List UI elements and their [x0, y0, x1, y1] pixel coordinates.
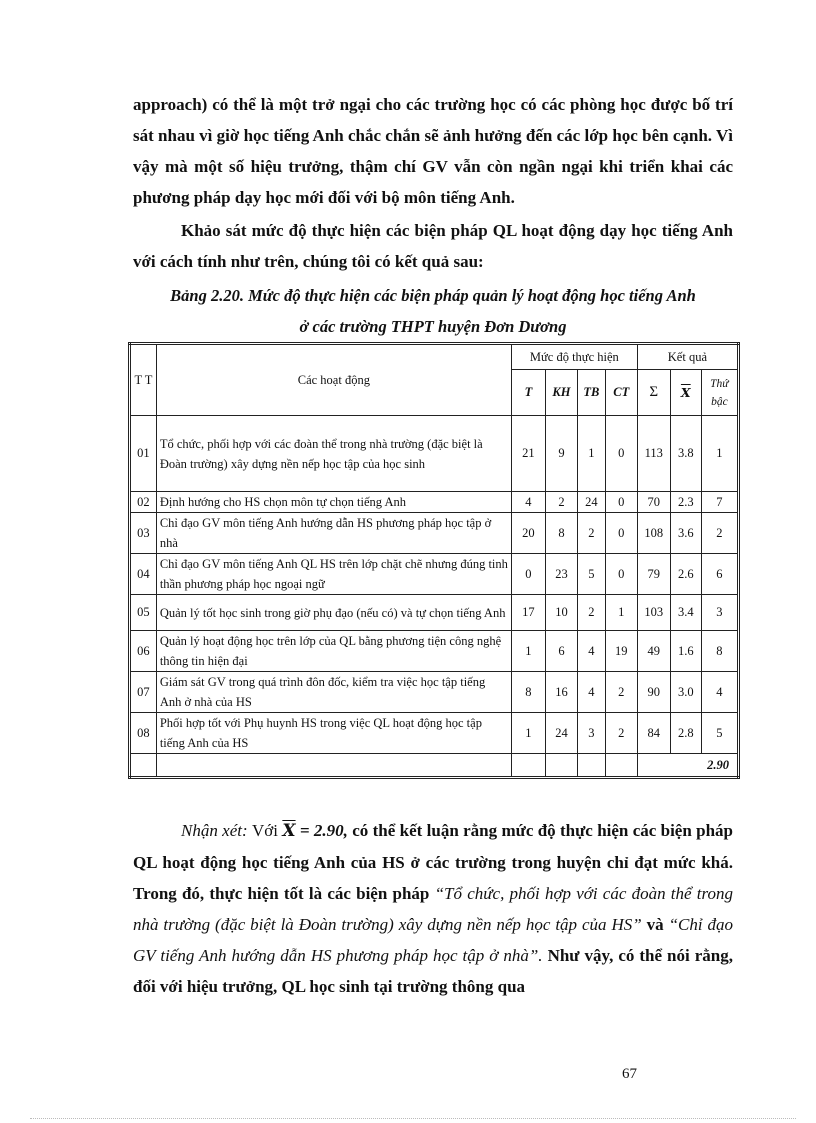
caption-line-1: Bảng 2.20. Mức độ thực hiện các biện pháp quản lý hoạt động học tiếng Anh [170, 286, 696, 305]
mean-symbol: $\overline{X}$ [680, 384, 691, 400]
cell-ct: 0 [605, 554, 637, 595]
cell-rank: 5 [701, 713, 738, 754]
cell-sum: 108 [637, 513, 670, 554]
total-mean: 2.90 [637, 754, 738, 778]
remark-label: Nhận xét: [181, 821, 248, 840]
cell-kh: 10 [545, 595, 577, 631]
remark-with: Với [252, 821, 278, 840]
cell-tb: 2 [577, 595, 605, 631]
cell-kh: 2 [545, 492, 577, 513]
cell-tt: 02 [130, 492, 157, 513]
cell-ct: 0 [605, 513, 637, 554]
remark-quote-1: “Tổ chức, phối hợp với các đoàn thể trong nhà trường (đặc biệt là Đoàn trường) xây dựng nền nếp học tập của HS” [133, 884, 733, 934]
header-sum: Σ [637, 370, 670, 416]
cell-ct: 0 [605, 416, 637, 492]
cell-tt: 07 [130, 672, 157, 713]
cell-rank: 4 [701, 672, 738, 713]
table-row [130, 631, 739, 672]
cell-ct: 0 [605, 492, 637, 513]
cell-t: 20 [511, 513, 545, 554]
cell-activity: Chỉ đạo GV môn tiếng Anh hướng dẫn HS phương pháp học tập ở nhà [156, 513, 511, 554]
cell-tb: 4 [577, 672, 605, 713]
table-row [130, 492, 739, 513]
header-rank: Thứ bậc [701, 370, 738, 416]
cell-mean: 3.8 [670, 416, 701, 492]
table-row [130, 554, 739, 595]
table-row [130, 713, 739, 754]
cell-activity: Chỉ đạo GV môn tiếng Anh QL HS trên lớp chặt chẽ nhưng đúng tinh thần phương pháp học ngoại ngữ [156, 554, 511, 595]
cell-activity: Quản lý tốt học sinh trong giờ phụ đạo (nếu có) và tự chọn tiếng Anh [156, 595, 511, 631]
cell-activity: Định hướng cho HS chọn môn tự chọn tiếng Anh [156, 492, 511, 513]
cell-sum: 49 [637, 631, 670, 672]
cell-tb: 3 [577, 713, 605, 754]
cell-kh: 23 [545, 554, 577, 595]
header-mean [670, 370, 701, 416]
remark-xbar: $\overline{X}$ [282, 821, 296, 841]
cell-t: 8 [511, 672, 545, 713]
cell-sum: 84 [637, 713, 670, 754]
cell-activity: Giám sát GV trong quá trình đôn đốc, kiểm tra việc học tập tiếng Anh ở nhà của HS [156, 672, 511, 713]
cell-tt: 01 [130, 416, 157, 492]
header-kh: KH [545, 370, 577, 416]
table-row [130, 672, 739, 713]
cell-t: 4 [511, 492, 545, 513]
caption-line-2: ở các trường THPT huyện Đơn Dương [299, 317, 567, 336]
cell-t: 1 [511, 631, 545, 672]
total-empty-2 [156, 754, 511, 778]
cell-tt: 06 [130, 631, 157, 672]
cell-tb: 5 [577, 554, 605, 595]
total-empty-3 [511, 754, 545, 778]
remark-text-2: Như vậy, có thể nói rằng, đối với hiệu trưởng, QL học sinh tại trường thông qua [133, 946, 733, 996]
total-empty-4 [545, 754, 577, 778]
cell-t: 21 [511, 416, 545, 492]
cell-t: 0 [511, 554, 545, 595]
cell-mean: 3.6 [670, 513, 701, 554]
table-row [130, 416, 739, 492]
cell-rank: 3 [701, 595, 738, 631]
cell-rank: 2 [701, 513, 738, 554]
table-row [130, 595, 739, 631]
cell-tt: 05 [130, 595, 157, 631]
remark-eq: = 2.90, [299, 821, 348, 840]
cell-activity: Quản lý hoạt động học trên lớp của QL bằng phương tiện công nghệ thông tin hiện đại [156, 631, 511, 672]
cell-sum: 79 [637, 554, 670, 595]
table-row [130, 513, 739, 554]
results-table [128, 342, 740, 779]
cell-rank: 7 [701, 492, 738, 513]
page-number: 67 [622, 1066, 637, 1082]
cell-tt: 04 [130, 554, 157, 595]
paragraph-1: approach) có thể là một trở ngại cho các trường học có các phòng học được bố trí sát nhau vì giờ học tiếng Anh chắc chắn sẽ ảnh hưởng đến các lớp học bên cạnh. Vì vậy mà một số hiệu trưởng, thậm chí GV vẫn còn ngần ngại khi triển khai các phương pháp dạy học mới đối với bộ môn tiếng Anh. [133, 95, 733, 207]
cell-t: 17 [511, 595, 545, 631]
total-empty-6 [605, 754, 637, 778]
header-activity: Các hoạt động [156, 344, 511, 416]
cell-t: 1 [511, 713, 545, 754]
remark-text-1: có thể kết luận rằng mức độ thực hiện các biện pháp QL hoạt động học tiếng Anh của HS ở các trường trong huyện chỉ đạt mức khá. Trong đó, thực hiện tốt là các biện pháp [133, 821, 734, 903]
cell-mean: 3.4 [670, 595, 701, 631]
cell-sum: 113 [637, 416, 670, 492]
cell-kh: 9 [545, 416, 577, 492]
cell-tb: 24 [577, 492, 605, 513]
cell-sum: 90 [637, 672, 670, 713]
cell-mean: 3.0 [670, 672, 701, 713]
page-footer-divider [30, 1118, 796, 1119]
header-t: T [511, 370, 545, 416]
cell-tt: 03 [130, 513, 157, 554]
header-level: Mức độ thực hiện [511, 344, 637, 370]
remark-quote-2: “Chỉ đạo GV tiếng Anh hướng dẫn HS phương pháp học tập ở nhà”. [133, 915, 734, 965]
cell-tb: 1 [577, 416, 605, 492]
cell-rank: 6 [701, 554, 738, 595]
paragraph-3 [133, 815, 733, 1002]
cell-rank: 8 [701, 631, 738, 672]
cell-kh: 16 [545, 672, 577, 713]
cell-sum: 70 [637, 492, 670, 513]
paragraph-2: Khảo sát mức độ thực hiện các biện pháp QL hoạt động dạy học tiếng Anh với cách tính như trên, chúng tôi có kết quả sau: [133, 221, 733, 271]
cell-ct: 2 [605, 713, 637, 754]
cell-mean: 2.6 [670, 554, 701, 595]
total-empty-1 [130, 754, 157, 778]
remark-and: và [646, 915, 664, 934]
cell-kh: 6 [545, 631, 577, 672]
header-tt: T T [130, 344, 157, 416]
header-result: Kết quả [637, 344, 738, 370]
cell-kh: 24 [545, 713, 577, 754]
cell-ct: 19 [605, 631, 637, 672]
cell-tt: 08 [130, 713, 157, 754]
table-caption [133, 280, 733, 342]
cell-activity: Phối hợp tốt với Phụ huynh HS trong việc QL hoạt động học tập tiếng Anh của HS [156, 713, 511, 754]
cell-ct: 1 [605, 595, 637, 631]
cell-mean: 1.6 [670, 631, 701, 672]
header-ct: CT [605, 370, 637, 416]
header-tb: TB [577, 370, 605, 416]
total-empty-5 [577, 754, 605, 778]
cell-tb: 2 [577, 513, 605, 554]
cell-mean: 2.8 [670, 713, 701, 754]
cell-rank: 1 [701, 416, 738, 492]
cell-mean: 2.3 [670, 492, 701, 513]
cell-tb: 4 [577, 631, 605, 672]
cell-ct: 2 [605, 672, 637, 713]
cell-sum: 103 [637, 595, 670, 631]
cell-kh: 8 [545, 513, 577, 554]
cell-activity: Tổ chức, phối hợp với các đoàn thể trong nhà trường (đặc biệt là Đoàn trường) xây dựng nền nếp học tập của học sinh [156, 416, 511, 492]
